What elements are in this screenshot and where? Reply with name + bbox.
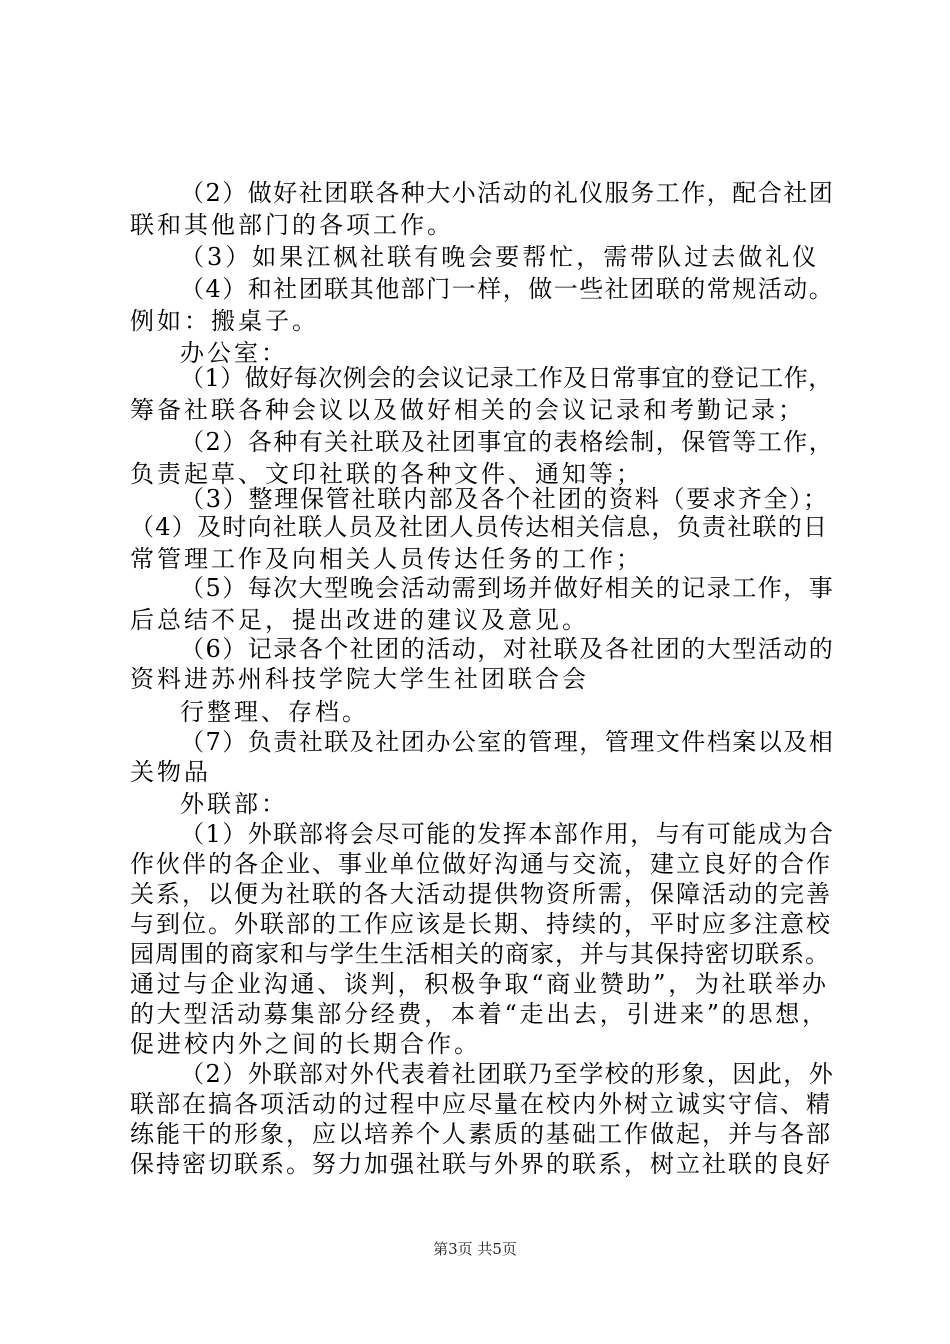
- text-line: 通过与企业沟通、谈判，积极争取“商业赞助”，为社联举办: [130, 970, 829, 998]
- text-line: 后总结不足，提出改进的建议及意见。: [130, 606, 589, 634]
- section-heading: 办公室：: [180, 339, 288, 367]
- text-line: （4）和社团联其他部门一样，做一些社团联的常规活动。: [180, 275, 835, 303]
- text-line: 园周围的商家和与学生生活相关的商家，并与其保持密切联系。: [130, 940, 830, 968]
- text-line: 的大型活动募集部分经费，本着“走出去，引进来”的思想，: [130, 1000, 829, 1028]
- text-line: （3）如果江枫社联有晚会要帮忙，需带队过去做礼仪: [180, 243, 820, 271]
- text-line: 作伙伴的各企业、事业单位做好沟通与交流，建立良好的合作: [130, 850, 832, 878]
- text-line: （2）做好社团联各种大小活动的礼仪服务工作，配合社团: [180, 179, 835, 207]
- text-line: （1）外联部将会尽可能的发挥本部作用，与有可能成为合: [180, 820, 835, 848]
- text-line: 行整理、存档。: [180, 698, 369, 726]
- text-line: （2）外联部对外代表着社团联乃至学校的形象，因此，外: [180, 1060, 835, 1088]
- text-line: （3）整理保管社联内部及各个社团的资料（要求齐全）；: [180, 485, 829, 513]
- text-line: 联和其他部门的各项工作。: [130, 211, 454, 239]
- text-line: （5）每次大型晚会活动需到场并做好相关的记录工作，事: [180, 574, 835, 602]
- text-line: （4）及时向社联人员及社团人员传达相关信息，负责社联的日: [130, 513, 829, 541]
- text-line: （1）做好每次例会的会议记录工作及日常事宜的登记工作，: [180, 364, 833, 392]
- text-line: 保持密切联系。努力加强社联与外界的联系，树立社联的良好: [130, 1150, 832, 1178]
- text-line: 联部在搞各项活动的过程中应尽量在校内外树立诚实守信、精: [130, 1090, 832, 1118]
- text-line: 与到位。外联部的工作应该是长期、持续的，平时应多注意校: [130, 910, 832, 938]
- section-heading: 外联部：: [180, 790, 288, 818]
- text-line: 促进校内外之间的长期合作。: [130, 1030, 481, 1058]
- text-line: 资料进苏州科技学院大学生社团联合会: [130, 665, 589, 693]
- text-line: 筹备社联各种会议以及做好相关的会议记录和考勤记录；: [130, 396, 805, 424]
- text-line: 练能干的形象，应以培养个人素质的基础工作做起，并与各部: [130, 1120, 832, 1148]
- text-line: （2）各种有关社联及社团事宜的表格绘制，保管等工作，: [180, 428, 835, 456]
- text-line: 负责起草、文印社联的各种文件、通知等；: [130, 460, 643, 488]
- text-line: （7）负责社联及社团办公室的管理，管理文件档案以及相: [180, 728, 835, 756]
- text-line: 例如：搬桌子。: [130, 307, 319, 335]
- text-line: 常管理工作及向相关人员传达任务的工作；: [130, 545, 643, 573]
- page-number: 第3页 共5页: [433, 1240, 517, 1258]
- text-line: 关物品: [130, 758, 211, 786]
- text-line: 关系，以便为社联的各大活动提供物资所需，保障活动的完善: [130, 880, 832, 908]
- text-line: （6）记录各个社团的活动，对社联及各社团的大型活动的: [180, 635, 835, 663]
